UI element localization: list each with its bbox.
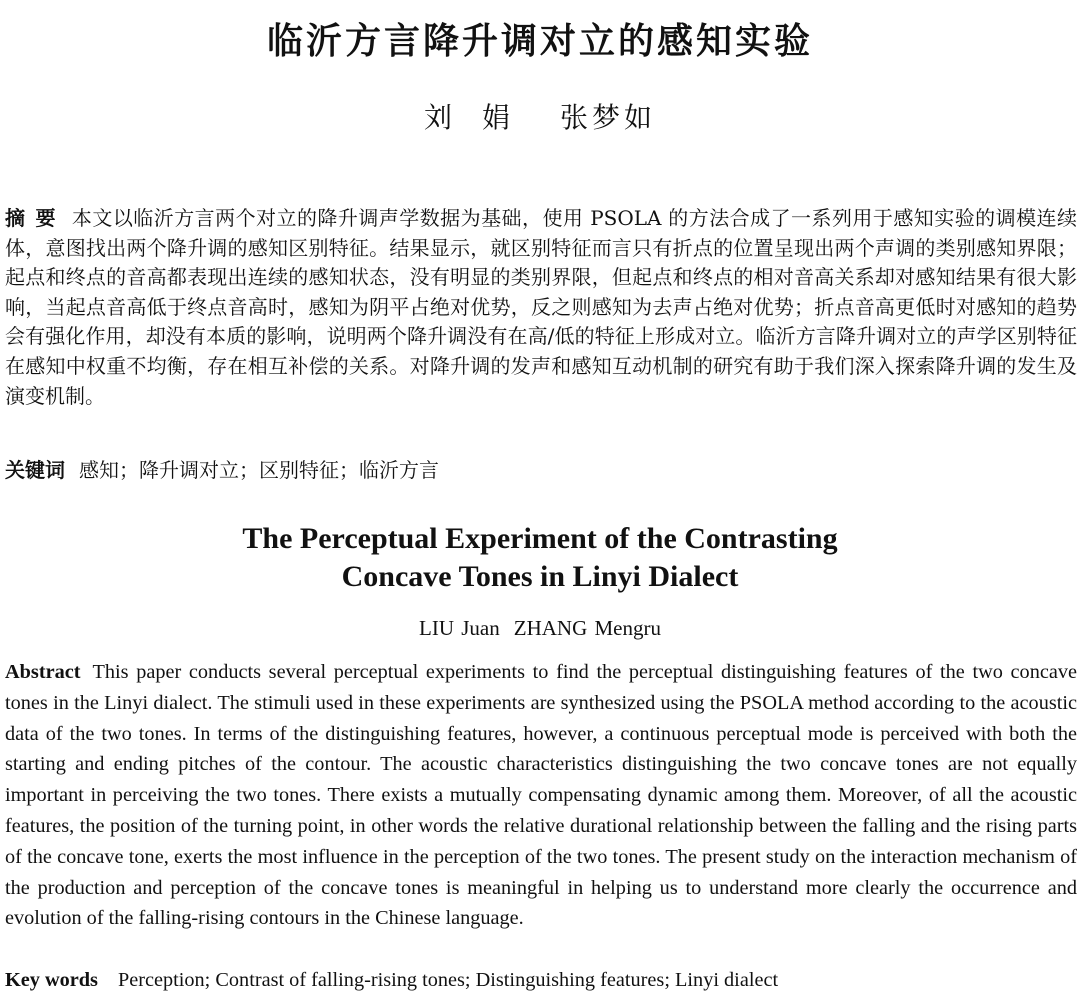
english-abstract	[5, 657, 1077, 934]
english-abstract-text: This paper conducts several perceptual experiments to find the perceptual distinguishing features of the two concave tones in the Linyi dialect. The stimuli used in these experiments are synthesized using the PSOLA method according to the acoustic data of the two tones. In terms of the distinguishing features, however, a continuous perceptual mode is perceived with both the starting and ending pitches of the contour. The acoustic characteristics distinguishing the two concave tones are not equally important in perceiving the two tones. There exists a mutually compensating dynamic among them. Moreover, of all the acoustic features, the position of the turning point, in other words the relative durational relationship between the falling and the rising parts of the concave tone, exerts the most influence in the perception of the two tones. The present study on the interaction mechanism of the production and perception of the concave tones is meaningful in helping us to understand more clearly the occurrence and evolution of the falling-rising contours in the Chinese language.	[5, 661, 1077, 930]
english-keywords-text: Perception; Contrast of falling-rising tones; Distinguishing features; Linyi dialect	[117, 969, 779, 991]
chinese-keywords-text: 感知；降升调对立；区别特征；临沂方言	[79, 458, 439, 482]
english-title-line-1: The Perceptual Experiment of the Contrasting	[242, 522, 838, 555]
chinese-keywords	[5, 456, 1077, 485]
chinese-author-2: 张梦如	[560, 101, 657, 134]
chinese-abstract	[5, 204, 1077, 411]
chinese-keywords-label: 关键词	[5, 458, 65, 482]
chinese-author-1: 刘娟	[423, 101, 540, 134]
english-keywords-label: Key words	[5, 969, 98, 991]
english-author-1: LIU Juan	[419, 616, 500, 640]
chinese-authors	[0, 100, 1080, 136]
english-keywords	[5, 966, 1077, 994]
english-author-2: ZHANG Mengru	[513, 616, 661, 640]
english-authors	[0, 614, 1080, 642]
chinese-abstract-text: 本文以临沂方言两个对立的降升调声学数据为基础，使用 PSOLA 的方法合成了一系列用于感知实验的调模连续体，意图找出两个降升调的感知区别特征。结果显示，就区别特征而言只有折点的位置呈现出两个声调的类别感知界限；起点和终点的音高都表现出连续的感知状态，没有明显的类别界限，但起点和终点的相对音高关系却对感知结果有很大影响，当起点音高低于终点音高时，感知为阴平占绝对优势，反之则感知为去声占绝对优势；折点音高更低时对感知的趋势会有强化作用，却没有本质的影响，说明两个降升调没有在高/低的特征上形成对立。临沂方言降升调对立的声学区别特征在感知中权重不均衡，存在相互补偿的关系。对降升调的发声和感知互动机制的研究有助于我们深入探索降升调的发生及演变机制。	[5, 206, 1077, 408]
english-title	[0, 520, 1080, 596]
chinese-abstract-label: 摘要	[5, 206, 66, 230]
english-abstract-label: Abstract	[5, 661, 81, 683]
english-title-line-2: Concave Tones in Linyi Dialect	[341, 560, 739, 593]
chinese-title: 临沂方言降升调对立的感知实验	[266, 21, 813, 62]
